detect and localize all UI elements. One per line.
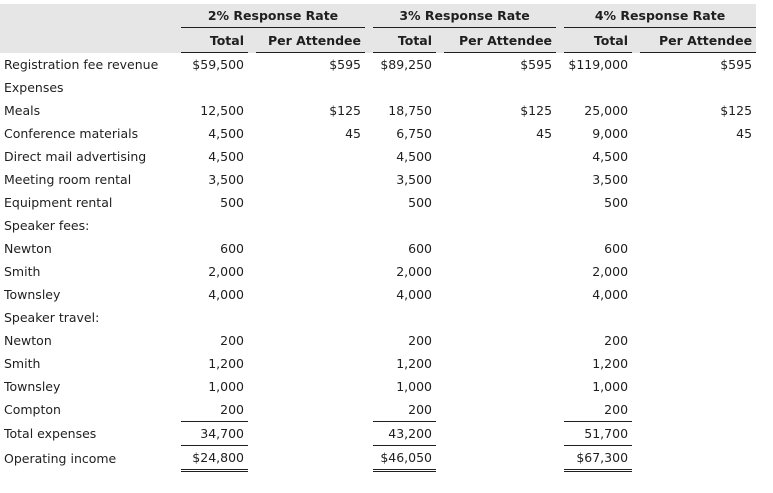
total-cell: 600 [220,241,244,256]
per-attendee-cell [640,446,756,471]
per-attendee-cell [444,214,556,237]
total-cell: 600 [408,241,433,256]
total-cell [373,76,436,99]
row-label: Operating income [4,450,117,466]
total-cell: 51,700 [564,422,632,446]
per-attendee-cell [444,375,556,398]
per-attendee-cell [640,76,756,99]
total-cell: 3,500 [592,172,629,187]
row-label: Meeting room rental [4,172,132,187]
total-cell [373,214,436,237]
total-cell: 2,000 [592,264,629,279]
total-cell: 1,000 [592,379,629,394]
total-cell: 4,500 [208,149,244,164]
per-attendee-cell [256,329,365,352]
per-attendee-cell [640,398,756,422]
per-attendee-cell [640,283,756,306]
table-row [0,260,756,283]
total-cell: 200 [604,402,629,417]
table-row [0,237,756,260]
column-header-row [0,28,756,53]
table-row [0,422,756,446]
per-attendee-cell [256,352,365,375]
per-attendee-cell: 45 [536,126,553,141]
total-cell: $67,300 [564,446,632,471]
total-cell: $46,050 [373,446,436,471]
per-attendee-cell [444,306,556,329]
per-attendee-cell [444,283,556,306]
total-cell [181,306,248,329]
per-attendee-cell [256,283,365,306]
per-attendee-cell [640,168,756,191]
table-row [0,99,756,122]
row-label: Newton [4,241,52,256]
row-label: Townsley [4,379,61,394]
total-cell: 25,000 [584,103,629,118]
column-header-total: Total [373,28,436,53]
per-attendee-cell [640,237,756,260]
total-cell: 4,500 [396,149,433,164]
total-cell: 3,500 [208,172,244,187]
per-attendee-cell: $595 [520,57,553,72]
table-row [0,283,756,306]
total-cell: 4,000 [396,287,433,302]
total-cell [181,76,248,99]
corner-cell [0,28,181,53]
column-header-per-attendee: Per Attendee [640,28,756,53]
total-cell: 43,200 [373,422,436,446]
group-header-4-percent: 4% Response Rate [564,4,756,28]
table-row [0,352,756,375]
total-cell [564,214,632,237]
row-label: Compton [4,402,61,418]
per-attendee-cell: $125 [520,103,553,118]
per-attendee-cell: $595 [720,57,753,72]
row-label: Speaker travel: [4,310,100,325]
total-cell: 4,000 [592,287,629,302]
per-attendee-cell [256,375,365,398]
table-row [0,214,756,237]
per-attendee-cell [640,306,756,329]
per-attendee-cell [640,260,756,283]
per-attendee-cell [444,329,556,352]
column-header-per-attendee: Per Attendee [444,28,556,53]
table-row [0,53,756,77]
per-attendee-cell [256,398,365,422]
per-attendee-cell [444,76,556,99]
per-attendee-cell [444,398,556,422]
total-cell: 6,750 [396,126,433,141]
per-attendee-cell [444,168,556,191]
group-header-2-percent: 2% Response Rate [181,4,365,28]
column-header-total: Total [564,28,632,53]
table-row [0,398,756,422]
total-cell: 1,200 [396,356,433,371]
per-attendee-cell [640,329,756,352]
per-attendee-cell: $125 [720,103,753,118]
per-attendee-cell [640,214,756,237]
total-cell: 2,000 [208,264,244,279]
total-cell: 1,000 [396,379,433,394]
total-cell [564,306,632,329]
total-cell: 1,000 [208,379,244,394]
total-cell: 34,700 [181,422,248,446]
column-header-per-attendee: Per Attendee [256,28,365,53]
per-attendee-cell [256,260,365,283]
total-cell: 1,200 [592,356,629,371]
income-statement-table [0,4,756,472]
row-label: Equipment rental [4,195,113,210]
per-attendee-cell [640,145,756,168]
row-label: Expenses [4,80,64,95]
total-cell: 18,750 [388,103,433,118]
per-attendee-cell [256,446,365,471]
total-cell: 2,000 [396,264,433,279]
total-cell: 3,500 [396,172,433,187]
row-label: Smith [4,264,41,279]
table-row [0,191,756,214]
total-cell: $24,800 [181,446,248,471]
per-attendee-cell [444,446,556,471]
row-label: Meals [4,103,41,118]
total-cell: 4,500 [208,126,244,141]
total-cell: 4,500 [592,149,629,164]
row-label: Speaker fees: [4,218,90,233]
column-group-header-row [0,4,756,28]
row-label: Newton [4,333,52,348]
table-row [0,76,756,99]
total-cell: 4,000 [208,287,244,302]
total-cell: 500 [604,195,629,210]
per-attendee-cell [256,145,365,168]
row-label: Smith [4,356,41,371]
row-label: Conference materials [4,126,139,141]
per-attendee-cell [256,191,365,214]
per-attendee-cell [640,375,756,398]
table-row [0,375,756,398]
row-label: Townsley [4,287,61,302]
total-cell: 200 [220,402,244,417]
table-row [0,145,756,168]
per-attendee-cell [444,237,556,260]
total-cell [181,214,248,237]
total-cell: 12,500 [200,103,244,118]
total-cell: $59,500 [192,57,244,72]
table-row [0,306,756,329]
per-attendee-cell: $125 [329,103,362,118]
per-attendee-cell: 45 [345,126,362,141]
total-cell: $119,000 [568,57,629,72]
total-cell: 200 [408,333,433,348]
per-attendee-cell: $595 [329,57,362,72]
total-cell: 500 [220,195,244,210]
table-row [0,329,756,352]
per-attendee-cell [256,237,365,260]
table-row [0,122,756,145]
corner-cell [0,4,181,28]
total-cell: 1,200 [208,356,244,371]
row-label: Registration fee revenue [4,56,159,72]
per-attendee-cell [256,76,365,99]
per-attendee-cell [640,422,756,446]
total-cell: 500 [408,195,433,210]
table-row [0,446,756,471]
per-attendee-cell [444,422,556,446]
total-cell: 200 [408,402,433,417]
total-cell: $89,250 [380,57,433,72]
row-label: Total expenses [4,426,97,441]
per-attendee-cell [640,191,756,214]
per-attendee-cell [444,352,556,375]
per-attendee-cell [444,191,556,214]
per-attendee-cell [256,168,365,191]
per-attendee-cell [640,352,756,375]
per-attendee-cell [256,422,365,446]
per-attendee-cell [444,260,556,283]
table-row [0,168,756,191]
total-cell: 200 [220,333,244,348]
per-attendee-cell: 45 [736,126,753,141]
total-cell [373,306,436,329]
total-cell [564,76,632,99]
group-header-3-percent: 3% Response Rate [373,4,556,28]
per-attendee-cell [256,306,365,329]
per-attendee-cell [444,145,556,168]
total-cell: 9,000 [592,126,629,141]
total-cell: 200 [604,333,629,348]
column-header-total: Total [181,28,248,53]
total-cell: 600 [604,241,629,256]
per-attendee-cell [256,214,365,237]
row-label: Direct mail advertising [4,149,147,164]
